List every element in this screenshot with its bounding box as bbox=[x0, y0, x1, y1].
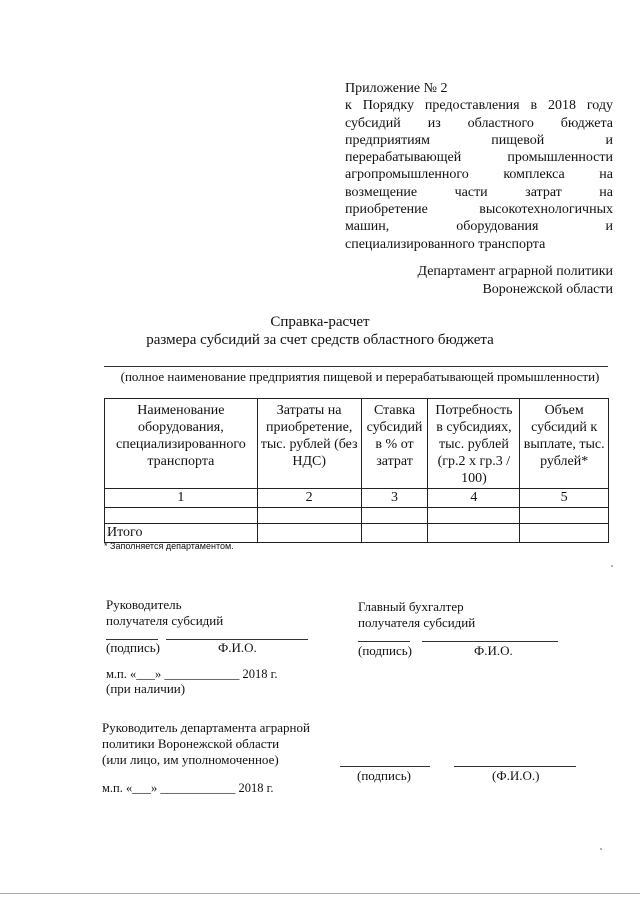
total-row bbox=[105, 524, 609, 543]
scan-speck bbox=[600, 848, 602, 850]
appendix-line: специализированного транспорта bbox=[345, 236, 546, 252]
accountant-title bbox=[358, 599, 475, 631]
department-head-sign-line bbox=[340, 766, 430, 767]
header-costs: Затраты на приобретение, тыс. рублей (без НДС) bbox=[257, 399, 361, 489]
table-cell[interactable] bbox=[257, 508, 361, 524]
enterprise-caption: (полное наименование предприятия пищевой и перерабатывающей промышленности) bbox=[120, 369, 600, 384]
appendix-line: перерабатывающей промышленности bbox=[345, 150, 613, 166]
document-subtitle: размера субсидий за счет средств областного бюджета bbox=[146, 332, 494, 348]
table-cell[interactable] bbox=[428, 508, 520, 524]
accountant-sign-line bbox=[358, 641, 410, 642]
column-number: 1 bbox=[105, 489, 258, 508]
table-header-row bbox=[105, 399, 609, 489]
table-cell[interactable] bbox=[520, 524, 609, 543]
appendix-line: приобретение высокотехнологичных bbox=[345, 202, 613, 218]
head-stamp: м.п. «___» ____________ 2018 г. bbox=[106, 667, 278, 681]
head-sign-caption: (подпись) bbox=[106, 640, 160, 655]
footnote: * Заполняется департаментом. bbox=[104, 541, 234, 551]
page-bottom-edge bbox=[0, 893, 640, 894]
appendix-line: агропромышленного комплекса на bbox=[345, 167, 613, 183]
table-cell[interactable] bbox=[520, 508, 609, 524]
head-name-caption: Ф.И.О. bbox=[218, 640, 257, 655]
department-head-title-line: (или лицо, им уполномоченное) bbox=[102, 752, 279, 767]
department-line: Воронежской области bbox=[482, 282, 613, 297]
head-title bbox=[106, 597, 223, 629]
head-stamp-note: (при наличии) bbox=[106, 681, 186, 696]
appendix-line: предприятиям пищевой и bbox=[345, 132, 613, 148]
column-number: 3 bbox=[361, 489, 428, 508]
appendix-block bbox=[345, 80, 613, 253]
column-number-row bbox=[105, 489, 609, 508]
appendix-line: к Порядку предоставления в 2018 году bbox=[345, 98, 613, 114]
scan-speck bbox=[611, 565, 613, 567]
department-head-stamp: м.п. «___» ____________ 2018 г. bbox=[102, 781, 274, 795]
department-head-name-caption: (Ф.И.О.) bbox=[492, 768, 540, 783]
accountant-title-line: получателя субсидий bbox=[358, 615, 476, 630]
column-number: 5 bbox=[520, 489, 609, 508]
accountant-title-line: Главный бухгалтер bbox=[358, 599, 464, 614]
column-number: 2 bbox=[257, 489, 361, 508]
department-head-title-line: политики Воронежской области bbox=[102, 736, 280, 751]
department-head-title-line: Руководитель департамента аграрной bbox=[102, 720, 310, 735]
table-cell[interactable] bbox=[361, 524, 428, 543]
header-rate: Ставка субсидий в % от затрат bbox=[361, 399, 428, 489]
accountant-name-caption: Ф.И.О. bbox=[474, 643, 513, 658]
column-number: 4 bbox=[428, 489, 520, 508]
header-need: Потребность в субсидиях, тыс. рублей (гр.2 х гр.3 / 100) bbox=[428, 399, 520, 489]
accountant-name-line bbox=[422, 641, 558, 642]
table-row bbox=[105, 508, 609, 524]
appendix-line: субсидий из областного бюджета bbox=[345, 115, 613, 131]
table-cell[interactable] bbox=[361, 508, 428, 524]
enterprise-name-line bbox=[104, 366, 608, 367]
appendix-line: возмещение части затрат на bbox=[345, 184, 613, 200]
appendix-line: Приложение № 2 bbox=[345, 81, 448, 96]
document-title: Справка-расчет bbox=[270, 314, 370, 330]
department-block bbox=[418, 263, 614, 299]
table-cell[interactable] bbox=[105, 508, 258, 524]
department-head-name-line bbox=[454, 766, 576, 767]
table-cell[interactable] bbox=[257, 524, 361, 543]
subsidy-table bbox=[104, 398, 609, 543]
head-title-line: получателя субсидий bbox=[106, 613, 224, 628]
appendix-line: машин, оборудования и bbox=[345, 219, 613, 235]
department-head-sign-caption: (подпись) bbox=[357, 768, 411, 783]
total-label: Итого bbox=[105, 524, 258, 543]
department-line: Департамент аграрной политики bbox=[417, 264, 613, 279]
head-title-line: Руководитель bbox=[106, 597, 182, 612]
department-head-title bbox=[102, 720, 310, 768]
header-equipment: Наименование оборудования, специализированного транспорта bbox=[105, 399, 258, 489]
table-cell[interactable] bbox=[428, 524, 520, 543]
header-payout: Объем субсидий к выплате, тыс. рублей* bbox=[520, 399, 609, 489]
accountant-sign-caption: (подпись) bbox=[358, 643, 412, 658]
